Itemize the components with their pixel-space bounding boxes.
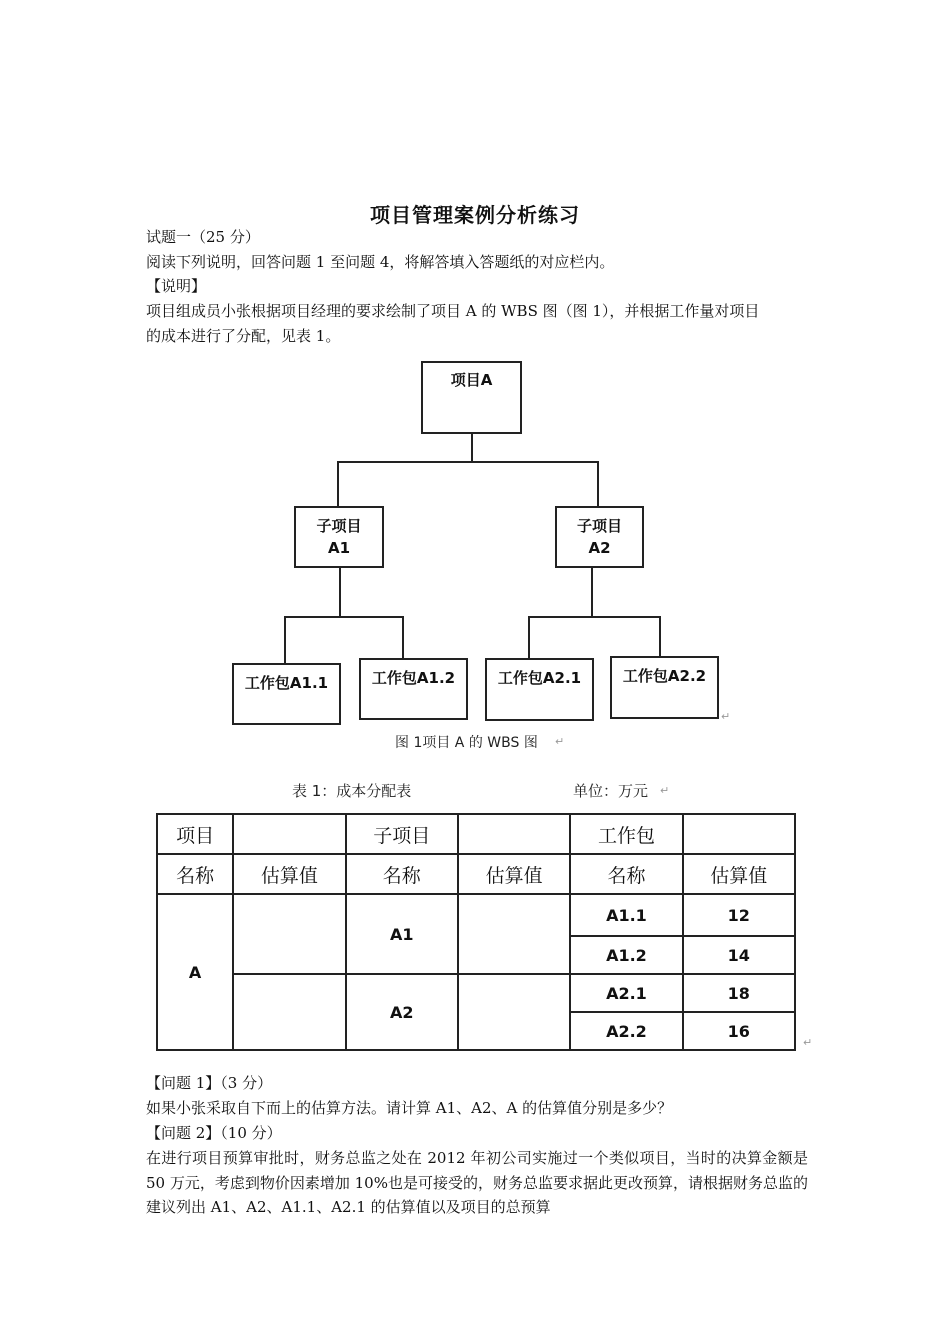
connector-root-down <box>471 434 473 461</box>
connector-to-a1 <box>337 461 339 506</box>
connector-a2-down <box>591 568 593 616</box>
table-header-cell: 名称 <box>157 854 233 894</box>
wbs-a22-label: 工作包A2.2 <box>622 667 707 685</box>
wbs-a1-label-1: 子项目 <box>316 517 362 535</box>
wbs-a22-box <box>610 656 719 719</box>
wbs-a2-box <box>555 506 644 568</box>
connector-to-a11 <box>284 616 286 663</box>
table-header-cell: 子项目 <box>346 814 458 854</box>
connector-to-a22 <box>659 616 661 658</box>
package-name-cell: A2.2 <box>570 1012 682 1050</box>
paragraph-mark-icon: ↵ <box>803 1036 813 1049</box>
connector-a2-horizontal <box>528 616 661 618</box>
connector-a1-down <box>339 568 341 616</box>
paragraph-mark-icon: ↵ <box>555 735 565 748</box>
question-1-label: 【问题 1】（3 分） <box>146 1074 273 1092</box>
wbs-a1-label-2: A1 <box>327 539 351 557</box>
wbs-a2-label-1: 子项目 <box>576 517 622 535</box>
question-header: 试题一（25 分） <box>146 228 260 246</box>
table-header-row <box>157 854 795 894</box>
package-value-cell: 14 <box>683 936 795 974</box>
package-value-cell: 16 <box>683 1012 795 1050</box>
wbs-caption: 图 1项目 A 的 WBS 图 <box>395 735 538 751</box>
table-title: 表 1：成本分配表 <box>292 782 412 800</box>
table-header-cell: 工作包 <box>570 814 682 854</box>
paragraph-mark-icon: ↵ <box>721 710 731 723</box>
package-value-cell: 12 <box>683 894 795 936</box>
connector-level1-horizontal <box>337 461 599 463</box>
table-header-row <box>157 814 795 854</box>
table-header-cell <box>683 814 795 854</box>
wbs-root-label: 项目A <box>450 371 493 389</box>
table-header-cell: 名称 <box>570 854 682 894</box>
table-header-cell <box>233 814 345 854</box>
package-name-cell: A2.1 <box>570 974 682 1012</box>
instruction-text: 阅读下列说明，回答问题 1 至问题 4，将解答填入答题纸的对应栏内。 <box>146 253 615 271</box>
connector-a1-horizontal <box>284 616 404 618</box>
wbs-a2-label-2: A2 <box>588 539 611 557</box>
package-name-cell: A1.2 <box>570 936 682 974</box>
table-header-cell: 项目 <box>157 814 233 854</box>
wbs-root-box <box>421 361 522 434</box>
page-title: 项目管理案例分析练习 <box>370 203 580 227</box>
table-header-cell <box>458 814 570 854</box>
table-header-cell: 估算值 <box>458 854 570 894</box>
wbs-a21-label: 工作包A2.1 <box>497 669 582 687</box>
question-2-label: 【问题 2】（10 分） <box>146 1124 282 1142</box>
sub-a2-estimate-cell <box>458 974 570 1050</box>
table-header-cell: 估算值 <box>683 854 795 894</box>
sub-a1-name-cell: A1 <box>346 894 458 974</box>
question-2-text: 在进行项目预算审批时，财务总监之处在 2012 年初公司实施过一个类似项目，当时的决算金额是 50 万元，考虑到物价因素增加 10%也是可接受的，财务总监要求据此更改预算，请根据财务总监的建议列出 A1、A2、A1.1、A2.1 的估算值以及项目的总预算 <box>146 1149 808 1216</box>
question-1-text: 如果小张采取自下而上的估算方法。请计算 A1、A2、A 的估算值分别是多少？ <box>146 1099 673 1117</box>
table-row <box>157 974 795 1012</box>
wbs-a21-box <box>485 658 594 721</box>
sub-a2-name-cell: A2 <box>346 974 458 1050</box>
wbs-a11-label: 工作包A1.1 <box>244 674 329 692</box>
table-header-cell: 估算值 <box>233 854 345 894</box>
project-estimate-cell <box>233 894 345 974</box>
wbs-a12-label: 工作包A1.2 <box>371 669 456 687</box>
table-row <box>157 894 795 936</box>
sub-a1-estimate-cell <box>458 894 570 974</box>
cost-allocation-table <box>156 813 796 1051</box>
connector-to-a2 <box>597 461 599 506</box>
package-value-cell: 18 <box>683 974 795 1012</box>
description-line-2: 的成本进行了分配，见表 1。 <box>146 327 341 345</box>
table-header-cell: 名称 <box>346 854 458 894</box>
description-line-1: 项目组成员小张根据项目经理的要求绘制了项目 A 的 WBS 图（图 1），并根据工作量对项目 <box>146 302 760 320</box>
connector-to-a12 <box>402 616 404 658</box>
table-unit: 单位：万元 <box>573 782 649 800</box>
wbs-a12-box <box>359 658 468 720</box>
description-label: 【说明】 <box>146 277 207 295</box>
paragraph-mark-icon: ↵ <box>660 784 670 797</box>
wbs-a11-box <box>232 663 341 725</box>
package-name-cell: A1.1 <box>570 894 682 936</box>
project-name-cell: A <box>157 894 233 1050</box>
project-estimate-cell-2 <box>233 974 345 1050</box>
wbs-a1-box <box>294 506 384 568</box>
connector-to-a21 <box>528 616 530 658</box>
